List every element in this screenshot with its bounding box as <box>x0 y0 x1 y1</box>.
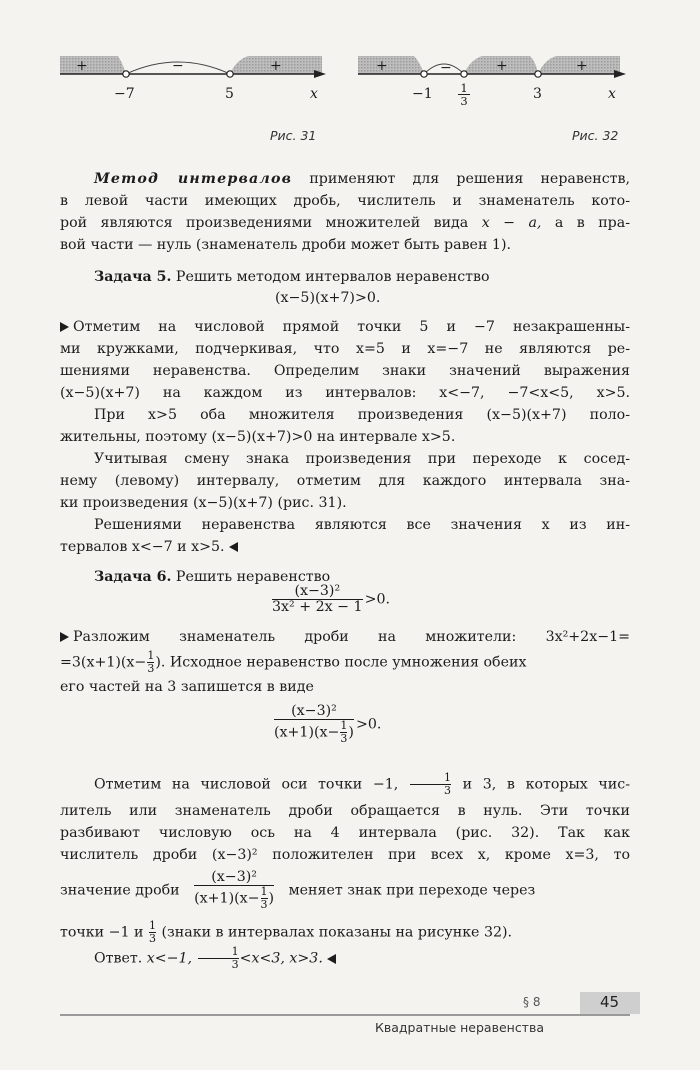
fraction-numerator: (x−3)² <box>294 583 341 599</box>
fraction-one-third: $\frac{1}{3}$ <box>198 946 239 971</box>
fraction <box>194 870 274 911</box>
transformed-inequality: (x−3)² (x+1)(x− $\frac{1}{3}$ ) >0. <box>274 703 382 745</box>
text-line: его частей на 3 запишется в виде <box>60 679 314 695</box>
text-line: Учитывая смену знака произведения при переходе к сосед- <box>94 451 630 467</box>
fraction-denominator: (x+1)(x− $\frac{1}{3}$ ) <box>274 719 354 745</box>
sign-plus: + <box>496 58 508 74</box>
fraction <box>274 704 354 745</box>
sign-plus: + <box>76 58 88 74</box>
fraction-one-third: $\frac{1}{3}$ <box>410 772 451 797</box>
fraction-one-third: $\frac{1}{3}$ <box>340 719 348 745</box>
text-line: литель или знаменатель дроби обращается в нуль. Эти точки <box>60 803 630 819</box>
text-line: Решениями неравенства являются все значения x из ин- <box>94 517 630 533</box>
point-label: −1 <box>412 86 433 102</box>
task-label: Задача 5. <box>94 269 172 285</box>
axis-label: x <box>310 86 318 102</box>
sign-plus: + <box>270 58 282 74</box>
text-line: =3(x+1)(x− $\frac{1}{3}$ ). Исходное неравенство после умножения обеих <box>60 649 527 675</box>
text-line: числитель дроби (x−3)² положителен при всех x, кроме x=3, то <box>60 847 630 863</box>
fraction <box>272 584 363 615</box>
text-line: шениями неравенства. Определим знаки значений выражения <box>60 363 630 379</box>
task-6-formula: $\frac{\text{(x−3)²}}{\text{3x² + 2x − 1}}$ >0. <box>272 583 391 615</box>
footer-divider <box>60 1014 630 1016</box>
answer-label: Ответ. <box>94 950 143 967</box>
text-line: тервалов x<−7 и x>5. <box>60 536 630 558</box>
text-line: точки −1 и $\frac{1}{3}$ (знаки в интервалах показаны на рисунке 32). <box>60 919 513 945</box>
section-marker: § 8 <box>523 995 541 1009</box>
text-line: ки произведения (x−5)(x+7) (рис. 31). <box>60 495 347 511</box>
term-method-intervals: Метод интервалов <box>94 171 293 187</box>
fraction-numerator: (x−3)² <box>291 703 337 719</box>
text-line: Отметим на числовой оси точки −1, $\frac{1}{3}$ и 3, в которых чис- <box>94 771 630 797</box>
solution-start-icon <box>60 322 69 332</box>
running-title: Квадратные неравенства <box>375 1020 544 1035</box>
solution-end-icon <box>327 954 336 964</box>
task-5-heading: Задача 5. Решить методом интервалов неравенство <box>94 269 490 285</box>
text-line: Разложим знаменатель дроби на множители: 3x²+2x−1= <box>60 626 630 648</box>
point-label: 5 <box>225 86 234 102</box>
point-label: −7 <box>114 86 135 102</box>
text-line: жительны, поэтому (x−5)(x+7)>0 на интервале x>5. <box>60 429 456 445</box>
answer-line: Ответ. x<−1, $\frac{1}{3}$ <x<3, x>3. <box>60 946 630 971</box>
text-line: (x−5)(x+7) на каждом из интервалов: x<−7, −7<x<5, x>5. <box>60 385 630 401</box>
solution-end-icon <box>229 542 238 552</box>
text-line: Отметим на числовой прямой точки 5 и −7 незакрашенны- <box>60 316 630 338</box>
figure-caption: Рис. 31 <box>270 128 317 143</box>
point-label-fraction <box>458 82 470 107</box>
task-6-heading: Задача 6. Решить неравенство <box>94 569 331 585</box>
text-line: значение дроби (x−3)² (x+1)(x− $\frac{1}{3}$ ) меняет знак при переходе через <box>60 869 536 911</box>
figure-caption: Рис. 32 <box>572 128 619 143</box>
text-line: нему (левому) интервалу, отметим для каждого интервала зна- <box>60 473 630 489</box>
sign-plus: + <box>376 58 388 74</box>
figure-32 <box>358 28 630 128</box>
task-label: Задача 6. <box>94 569 172 585</box>
task-5-formula: (x−5)(x+7)>0. <box>275 290 381 306</box>
fraction-one-third: $\frac{1}{3}$ <box>147 649 155 675</box>
sign-minus: − <box>440 60 452 76</box>
fraction-denominator: 3x² + 2x − 1 <box>272 599 363 615</box>
fraction-numerator: 1 <box>460 81 468 95</box>
fraction-one-third: $\frac{1}{3}$ <box>149 919 156 945</box>
text-line: вой части — нуль (знаменатель дроби может быть равен 1). <box>60 237 511 253</box>
fraction-denominator: 3 <box>458 94 470 107</box>
sign-minus: − <box>172 58 184 74</box>
fraction-one-third: $\frac{1}{3}$ <box>260 885 268 911</box>
text-line: ми кружками, подчеркивая, что x=5 и x=−7 не являются ре- <box>60 341 630 357</box>
point-label: 3 <box>533 86 542 102</box>
text-line: Метод интервалов применяют для решения неравенств, <box>94 171 630 187</box>
figure-31 <box>60 28 330 128</box>
sign-plus: + <box>576 58 588 74</box>
number-line-32 <box>358 28 630 128</box>
fraction-denominator: (x+1)(x− $\frac{1}{3}$ ) <box>194 885 275 911</box>
axis-label: x <box>608 86 616 102</box>
page-number: 45 <box>600 993 620 1011</box>
text-line: в левой части имеющих дробь, числитель и знаменатель кото- <box>60 193 630 209</box>
number-line-31 <box>60 28 330 128</box>
text-line: При x>5 оба множителя произведения (x−5)(x+7) поло- <box>94 407 630 423</box>
fraction-numerator: (x−3)² <box>211 869 257 885</box>
text-line: разбивают числовую ось на 4 интервала (рис. 32). Так как <box>60 825 630 841</box>
text-line: рой являются произведениями множителей вида x − a, а в пра- <box>60 215 630 231</box>
solution-start-icon <box>60 632 69 642</box>
